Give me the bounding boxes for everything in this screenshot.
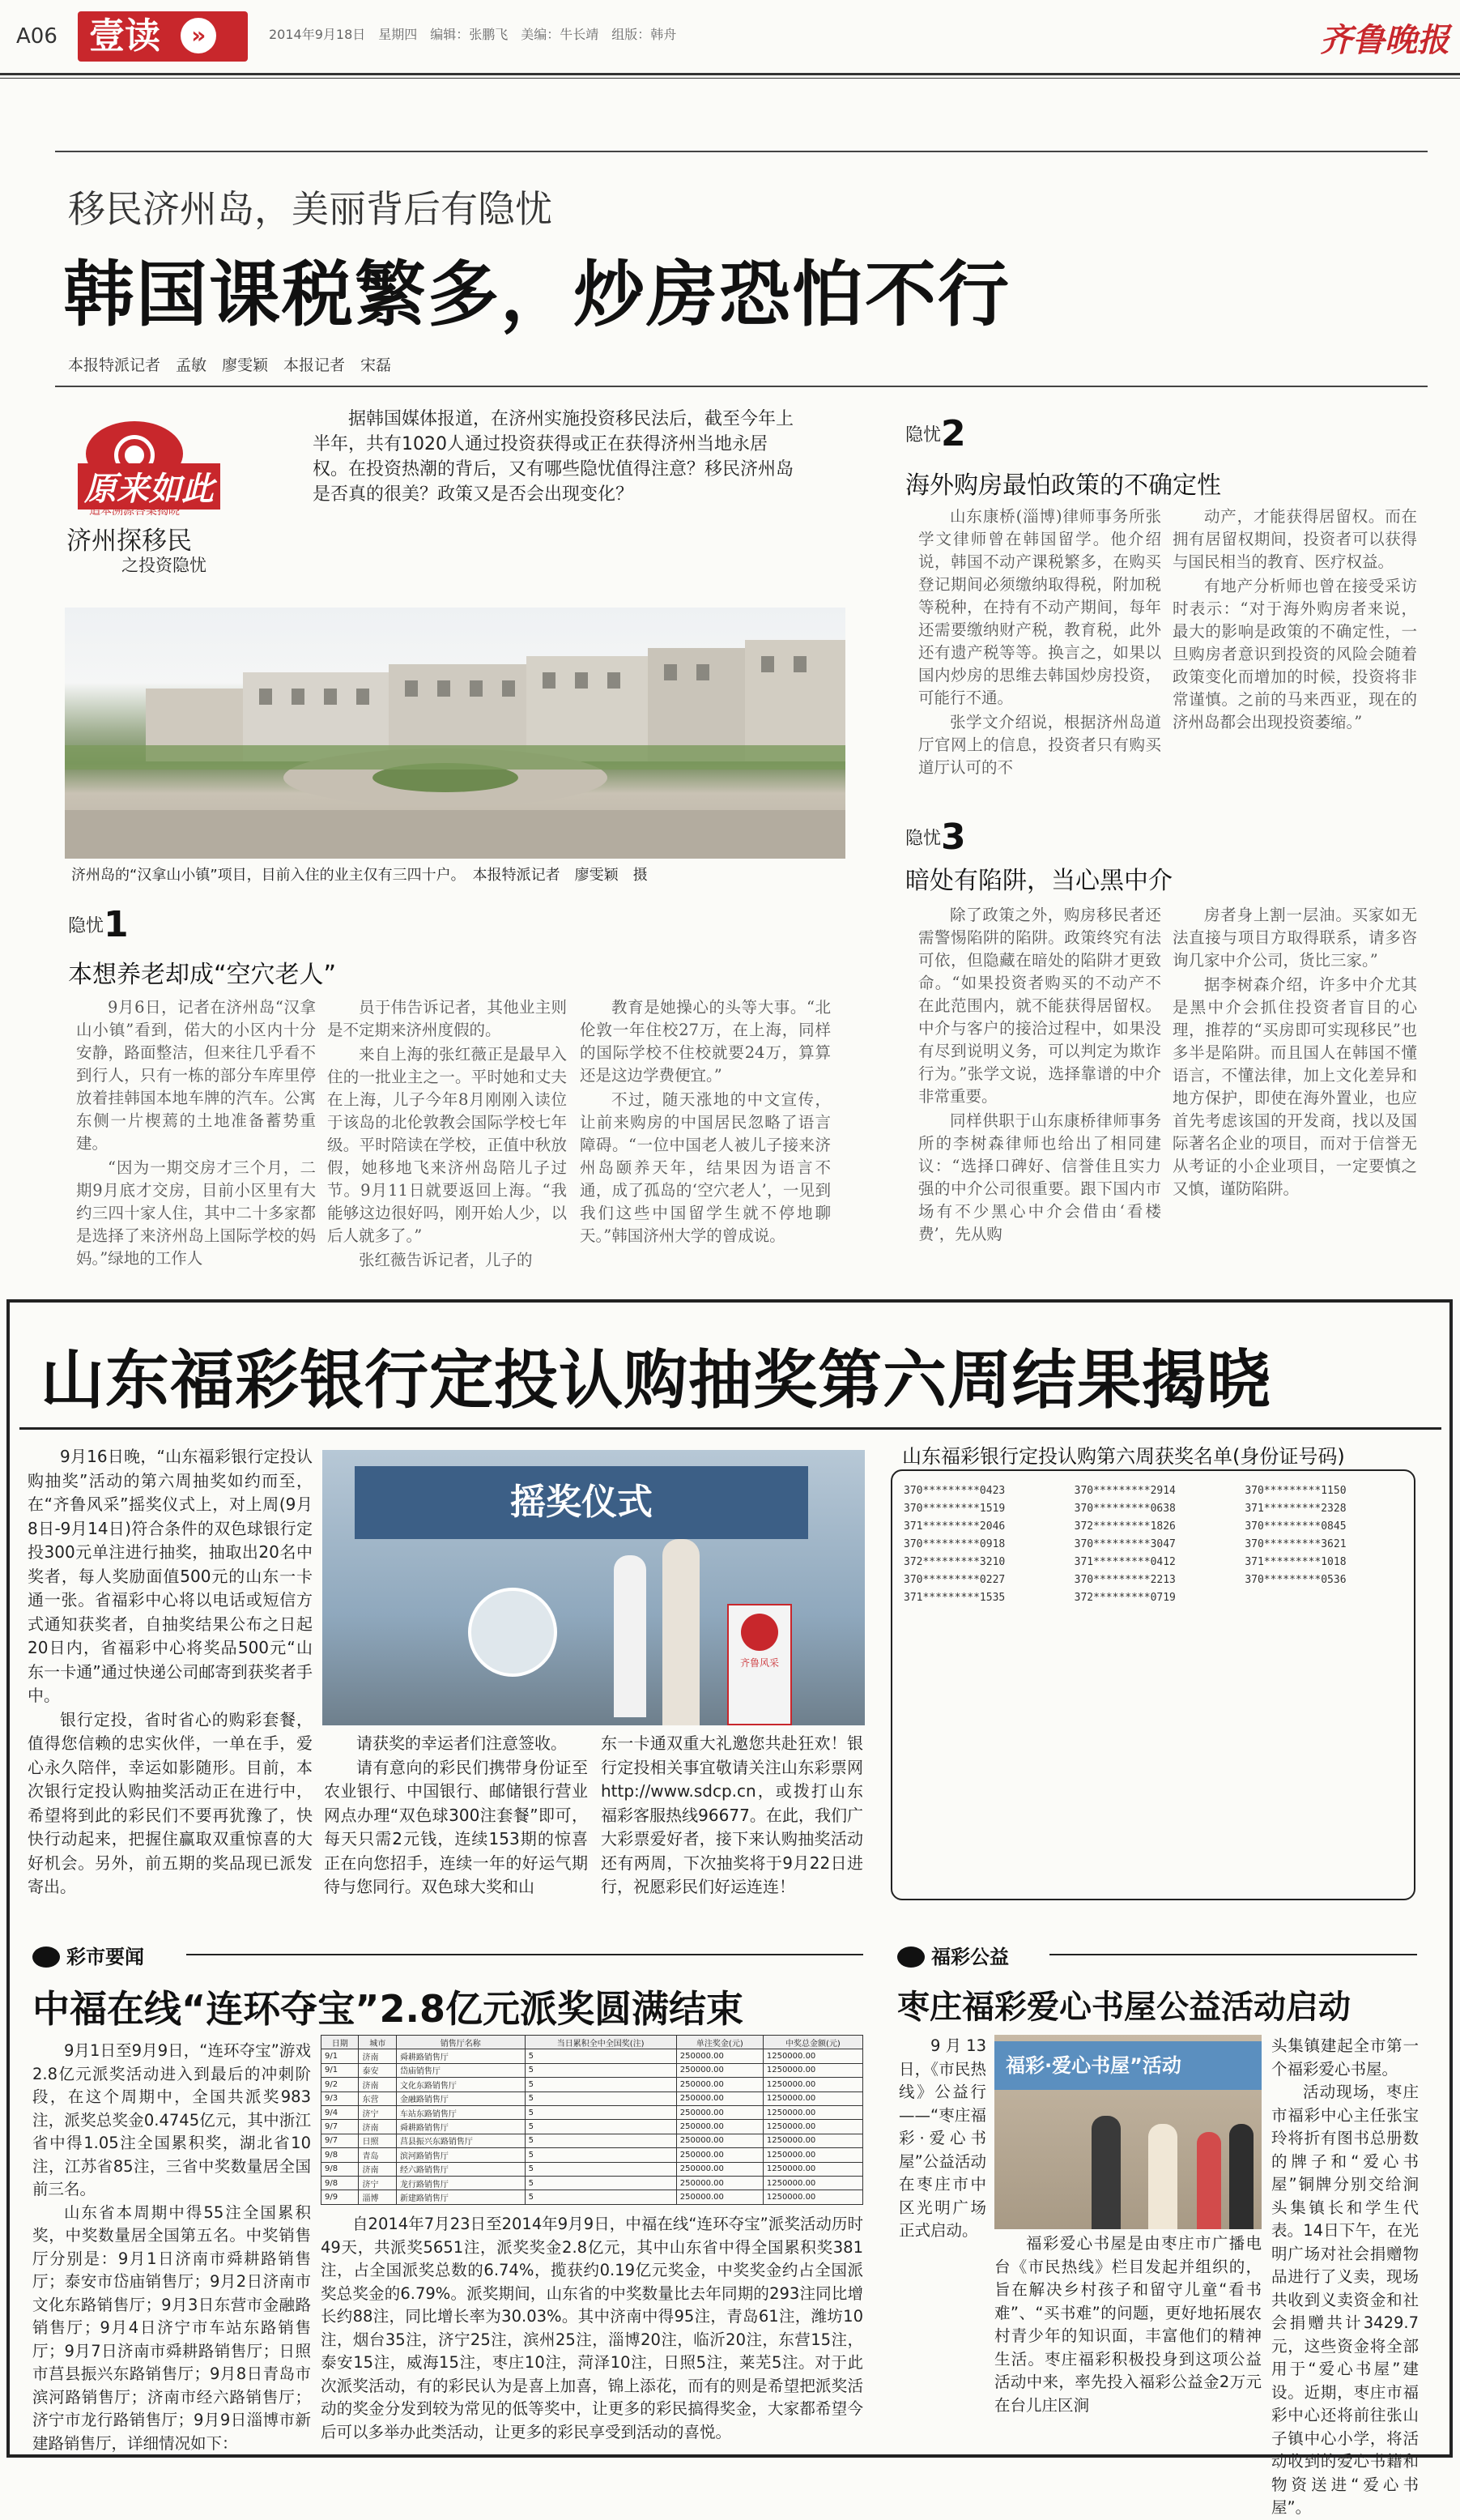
table-row <box>321 2162 863 2176</box>
table-cell: 1250000.00 <box>763 2049 862 2063</box>
winner-id: 370*********1150 <box>1245 1485 1347 1497</box>
table-cell: 5 <box>525 2190 676 2204</box>
photo-caption: 济州岛的“汉拿山小镇”项目，目前入住的业主仅有三四十户。 本报特派记者 廖雯颖 摄 <box>71 867 648 884</box>
person-2 <box>1148 2124 1177 2229</box>
paragraph: 教育是她操心的头等大事。“北伦敦一年住校27万，在上海，同样的国际学校不住校就要24万，算算还是这边学费便宜。” <box>580 998 831 1085</box>
person-3 <box>1197 2132 1221 2229</box>
table-cell: 1250000.00 <box>763 2120 862 2134</box>
table-cell: 5 <box>525 2091 676 2105</box>
topic-subtitle: 之投资隐忧 <box>121 556 206 575</box>
paragraph: 山东康桥(淄博)律师事务所张学文律师曾在韩国留学。他介绍说，韩国不动产课税繁多，在购买登记期间必须缴纳取得税，附加税等税种，在持有不动产期间，每年还需要缴纳财产税，教育税，此外还有遗产税等等。换言之，如果以国内炒房的思维去韩国炒房投资，可能行不通。 <box>918 507 1161 707</box>
table-row <box>321 2063 863 2077</box>
lottery-headline: 山东福彩银行定投认购抽奖第六周结果揭晓 <box>40 1343 1271 1418</box>
table-cell: 车站东路销售厅 <box>396 2105 525 2119</box>
badge-subtitle: 追本溯源答案揭晓 <box>89 505 180 518</box>
worry-1-title: 本想养老却成“空穴老人” <box>68 961 337 989</box>
podium-logo-icon <box>741 1614 778 1651</box>
table-cell: 9/7 <box>321 2120 359 2134</box>
table-cell: 1250000.00 <box>763 2190 862 2204</box>
worry-number: 3 <box>941 817 966 858</box>
article-byline: 本报特派记者 孟敏 廖雯颖 本报记者 宋磊 <box>68 356 392 374</box>
table-cell: 济宁 <box>359 2176 396 2190</box>
news1-table-wrap <box>321 2035 863 2208</box>
news1-col1 <box>32 2040 311 2453</box>
paragraph: “因为一期交房才三个月，二期9月底才交房，目前小区里有大约三四十家人住，其中二十多家都是选择了来济州岛上国际学校的妈妈。”绿地的工作人 <box>76 1158 316 1268</box>
photo-scene <box>65 608 845 859</box>
rule-mid <box>55 386 1428 387</box>
person-right <box>662 1539 700 1725</box>
header-rule-thin <box>0 78 1460 79</box>
paragraph: 9月13日，《市民热线》公益行——“枣庄福彩·爱心书屋”公益活动在枣庄市中区光明广场正式启动。 <box>899 2036 986 2240</box>
table-cell: 5 <box>525 2176 676 2190</box>
table-cell: 9/2 <box>321 2078 359 2091</box>
winner-id: 372*********1826 <box>1074 1520 1176 1533</box>
table-cell: 5 <box>525 2120 676 2134</box>
worry-3-title: 暗处有陷阱，当心黑中介 <box>905 867 1173 895</box>
news2-section-label: 福彩公益 <box>931 1946 1009 1968</box>
paragraph: 来自上海的张红薇正是最早入住的一批业主之一。平时她和丈夫在上海，儿子今年8月刚刚入读位于该岛的北伦敦教会国际学校七年级。平时陪读在学校，正值中秋放假，她移地飞来济州岛陪儿子过节。9月11日就要返回上海。“我能够这边很好吗，刚开始人少，以后人就多了。” <box>327 1045 567 1245</box>
section-badge-label: 壹读 <box>89 15 160 57</box>
lead-text: 据韩国媒体报道，在济州实施投资移民法后，截至今年上半年，共有1020人通过投资获得或正在获得济州当地永居权。在投资热潮的背后，又有哪些隐忧值得注意？移民济州岛是否真的很美？政策又是否会出现变化？ <box>313 409 794 505</box>
worry-label: 隐忧 <box>68 916 104 936</box>
table-cell: 济南 <box>359 2162 396 2176</box>
winner-id: 371*********1018 <box>1245 1556 1347 1568</box>
worry-label: 隐忧 <box>905 425 942 446</box>
table-cell: 淄博 <box>359 2190 396 2204</box>
table-cell: 1250000.00 <box>763 2134 862 2147</box>
table-cell: 9/1 <box>321 2049 359 2063</box>
s1-col1 <box>76 996 316 1268</box>
winner-id: 370*********0845 <box>1245 1520 1347 1533</box>
winner-id: 372*********3210 <box>904 1556 1006 1568</box>
badge-block <box>66 421 277 518</box>
table-row <box>321 2134 863 2147</box>
worry-label: 隐忧 <box>905 829 942 849</box>
article-headline: 韩国课税繁多，炒房恐怕不行 <box>63 253 1011 336</box>
paragraph: 不过，随天涨地的中文宣传，让前来购房的中国居民忽略了语言障碍。“一位中国老人被儿子接来济州岛颐养天年，结果因为语言不通，成了孤岛的‘空穴老人’，一见到我们这些中国留学生就不停地聊天。”韩国济州大学的曾成说。 <box>580 1090 831 1245</box>
table-cell: 5 <box>525 2063 676 2077</box>
news2-col2 <box>1271 2035 1419 2517</box>
table-cell: 250000.00 <box>676 2049 763 2063</box>
table-cell: 青岛 <box>359 2148 396 2162</box>
table-row <box>321 2176 863 2190</box>
table-cell: 9/9 <box>321 2190 359 2204</box>
paragraph: 自2014年7月23日至2014年9月9日，中福在线“连环夺宝”派奖活动历时49天，共派奖5651注，派奖奖金2.8亿元，其中山东省中得全国累积奖381注，占全国派奖总数的6.74%，揽获约0.19亿元奖金，中奖奖金约占全国派奖总奖金的6.79%。派奖期间，山东省的中奖数量比去年同期的293注同比增长约88注，同比增长率为30.03%。其中济南中得95注，青岛61注，潍坊10注，烟台35注，济宁25注，滨州25注，淄博20注，临沂20注，东营15注，泰安15注，威海15注，枣庄10注，菏泽10注，日照5注，莱芜5注。对于此次派奖活动，有的彩民认为是喜上加喜，锦上添花，而有的则是希望把派奖活动的奖金分发到较为常见的低等奖中，让更多的彩民搞得奖金，大家都希望今后可以多举办此类活动，让更多的彩民享受到活动的喜悦。 <box>321 2215 863 2441</box>
article-photo <box>65 608 845 859</box>
stage-banner <box>355 1466 808 1539</box>
newspaper-logo: 齐鲁晚报 <box>1320 21 1449 59</box>
lottery-photo <box>322 1450 865 1725</box>
table-cell: 250000.00 <box>676 2078 763 2091</box>
table-cell: 250000.00 <box>676 2091 763 2105</box>
table-header-cell: 单注奖金(元) <box>676 2036 763 2049</box>
paragraph: 9月6日，记者在济州岛“汉拿山小镇”看到，偌大的小区内十分安静，路面整洁，但来往几乎看不到行人，只有一栋的部分车库里停放着挂韩国本地车牌的汽车。公寓东侧一片楔蔫的土地准备蓄势重建。 <box>76 998 316 1153</box>
table-cell: 9/8 <box>321 2162 359 2176</box>
news2-col1b <box>994 2232 1262 2448</box>
header-rule <box>0 73 1460 75</box>
lead-paragraph <box>313 407 798 507</box>
s2-col2 <box>1173 505 1417 807</box>
table-row <box>321 2190 863 2204</box>
table-cell: 1250000.00 <box>763 2176 862 2190</box>
winner-id: 370*********0918 <box>904 1538 1006 1550</box>
news2-tag-rule <box>1049 1954 1417 1955</box>
table-row <box>321 2120 863 2134</box>
table-cell: 5 <box>525 2078 676 2091</box>
paragraph: 请获奖的幸运者们注意签收。 <box>356 1733 567 1753</box>
worry-2-title: 海外购房最怕政策的不确定性 <box>905 471 1221 500</box>
paragraph: 张红薇告诉记者，儿子的 <box>359 1251 533 1269</box>
worry-number: 1 <box>104 904 129 945</box>
winner-id: 372*********0719 <box>1074 1592 1176 1604</box>
paragraph: 除了政策之外，购房移民者还需警惕陷阱的陷阱。政策终究有法可依，但隐藏在暗处的陷阱才更致命。“如果投资者购买的不动产不在此范围内，就不能获得居留权。中介与客户的接洽过程中，如果没有尽到说明义务，可以判定为欺诈行为。”张学文说，选择靠谱的中介非常重要。 <box>918 906 1161 1106</box>
table-cell: 舜耕路销售厅 <box>396 2049 525 2063</box>
table-header-cell: 日期 <box>321 2036 359 2049</box>
table-body <box>321 2049 863 2204</box>
news2-photo-banner <box>994 2041 1262 2090</box>
table-cell: 9/1 <box>321 2063 359 2077</box>
s2-col1 <box>918 505 1161 807</box>
s3-col1 <box>918 904 1161 1267</box>
table-cell: 莒县振兴东路销售厅 <box>396 2134 525 2147</box>
news2-section-tag <box>897 1941 1009 1969</box>
paragraph: 9月16日晚，“山东福彩银行定投认购抽奖”活动的第六周抽奖如约而至，在“齐鲁风采”摇奖仪式上，对上周(9月8日-9月14日)符合条件的双色球银行定投300元单注进行抽奖，抽取出20名中奖者，每人奖励面值500元的山东一卡通一张。省福彩中心将以电话或短信方式通知获奖者，自抽奖结果公布之日起20日内，省福彩中心将奖品500元“山东一卡通”通过快递公司邮寄到获奖者手中。 <box>28 1447 313 1705</box>
table-cell: 9/3 <box>321 2091 359 2105</box>
table-header-cell: 销售厅名称 <box>396 2036 525 2049</box>
news2-headline: 枣庄福彩爱心书屋公益活动启动 <box>897 1989 1351 2026</box>
winner-id: 371*********2046 <box>904 1520 1006 1533</box>
worry-3-heading <box>905 817 966 858</box>
table-cell: 5 <box>525 2134 676 2147</box>
paragraph: 活动现场，枣庄市福彩中心主任张宝玲将折有图书总册数的牌子和“爱心书屋”铜牌分别交给涧头集镇长和学生代表。14日下午，在光明广场对社会捐赠物品进行了义卖，现场共收到义卖资金和社会捐赠共计3429.7元，这些资金将全部用于“爱心书屋”建设。近期，枣庄市福彩中心还将前往张山子镇中心小学，将活动收到的爱心书籍和物资送进“爱心书屋”。 <box>1271 2083 1419 2517</box>
table-cell: 250000.00 <box>676 2063 763 2077</box>
table-cell: 经六路销售厅 <box>396 2162 525 2176</box>
news1-section-label: 彩市要闻 <box>66 1946 144 1968</box>
table-cell: 9/7 <box>321 2134 359 2147</box>
lottery-rule <box>19 1427 1441 1430</box>
table-row <box>321 2105 863 2119</box>
table-cell: 250000.00 <box>676 2162 763 2176</box>
table-row <box>321 2049 863 2063</box>
section-badge <box>78 11 248 62</box>
table-cell: 250000.00 <box>676 2176 763 2190</box>
table-cell: 金融路销售厅 <box>396 2091 525 2105</box>
table-cell: 5 <box>525 2162 676 2176</box>
table-row <box>321 2091 863 2105</box>
person-left <box>614 1555 646 1717</box>
winner-id: 370*********3621 <box>1245 1538 1347 1550</box>
winner-id: 370*********0536 <box>1245 1574 1347 1586</box>
table-cell: 9/8 <box>321 2176 359 2190</box>
table-cell: 1250000.00 <box>763 2091 862 2105</box>
winner-id: 371*********0412 <box>1074 1556 1176 1568</box>
worry-2-heading <box>905 413 966 454</box>
paragraph: 员于伟告诉记者，其他业主则是不定期来济州度假的。 <box>327 998 567 1039</box>
badge-title: 原来如此 <box>78 463 220 510</box>
paragraph: 头集镇建起全市第一个福彩爱心书屋。 <box>1271 2036 1419 2079</box>
person-1 <box>1092 2116 1121 2229</box>
winner-id: 370*********2914 <box>1074 1485 1176 1497</box>
table-cell: 济南 <box>359 2120 396 2134</box>
winner-id: 371*********2328 <box>1245 1503 1347 1515</box>
table-cell: 9/8 <box>321 2148 359 2162</box>
table-cell: 1250000.00 <box>763 2078 862 2091</box>
news1-headline: 中福在线“连环夺宝”2.8亿元派奖圆满结束 <box>32 1987 743 2031</box>
table-header-row <box>321 2036 863 2049</box>
paragraph: 福彩爱心书屋是由枣庄市广播电台《市民热线》栏目发起并组织的，旨在解决乡村孩子和留守儿童“看书难”、“买书难”的问题，更好地拓展农村青少年的知识面，丰富他们的精神生活。枣庄福彩积极投身到这项公益活动中来，率先投入福彩公益金2万元在台儿庄区涧 <box>994 2234 1262 2415</box>
article-kicker: 移民济州岛，美丽背后有隐忧 <box>68 187 552 231</box>
news2-col1 <box>899 2035 986 2448</box>
lottery-logo-icon <box>897 1946 925 1968</box>
table-cell: 龙行路销售厅 <box>396 2176 525 2190</box>
paragraph: 东一卡通双重大礼邀您共赴狂欢！银行定投相关事宜敬请关注山东彩票网http://www.sdcp.cn，或拨打山东福彩客服热线96677。在此，我们广大彩票爱好者，接下来认购抽奖活动还有两周，下次抽奖将于9月22日进行，祝愿彩民们好运连连！ <box>601 1733 863 1896</box>
paragraph: 银行定投，省时省心的购彩套餐，值得您信赖的忠实伙伴，一单在手，爱心永久陪伴，幸运如影随形。目前，本次银行定投认购抽奖活动正在进行中，希望将到此的彩民们不要再犹豫了，快快行动起来，把握住赢取双重惊喜的大好机会。另外，前五期的奖品现已派发寄出。 <box>28 1709 313 1896</box>
winner-id: 370*********1519 <box>904 1503 1006 1515</box>
lottery-left-col <box>28 1445 313 1915</box>
table-cell: 250000.00 <box>676 2148 763 2162</box>
news1-bottom-text <box>321 2213 863 2448</box>
lottery-mid-col1 <box>324 1732 588 1918</box>
table-cell: 250000.00 <box>676 2134 763 2147</box>
s3-col2 <box>1173 904 1417 1267</box>
double-chevron-icon: » <box>181 18 216 53</box>
news2-photo <box>994 2035 1262 2229</box>
person-4 <box>1229 2124 1254 2229</box>
page-number: A06 <box>16 24 57 49</box>
table-cell: 1250000.00 <box>763 2148 862 2162</box>
table-cell: 济宁 <box>359 2105 396 2119</box>
winner-id: 370*********0638 <box>1074 1503 1176 1515</box>
table-cell: 济南 <box>359 2078 396 2091</box>
table-cell: 文化东路销售厅 <box>396 2078 525 2091</box>
winner-id: 370*********2213 <box>1074 1574 1176 1586</box>
table-cell: 250000.00 <box>676 2120 763 2134</box>
paragraph: 山东省本周期中得55注全国累积奖，中奖数量居全国第五名。中奖销售厅分别是：9月1日济南市舜耕路销售厅；泰安市岱庙销售厅；9月2日济南市文化东路销售厅；9月3日东营市金融路销售厅；9月4日济宁市车站东路销售厅；9月7日济南市舜耕路销售厅；日照市莒县振兴东路销售厅；9月8日青岛市滨河路销售厅；济南市经六路销售厅；济宁市龙行路销售厅；9月9日淄博市新建路销售厅，详细情况如下： <box>32 2202 311 2453</box>
news1-section-tag <box>32 1941 144 1969</box>
table-cell: 5 <box>525 2049 676 2063</box>
rule-top <box>55 151 1428 152</box>
table-cell: 5 <box>525 2105 676 2119</box>
winners-title: 山东福彩银行定投认购第六周获奖名单(身份证号码) <box>902 1445 1345 1468</box>
news1-table <box>321 2035 863 2205</box>
paragraph: 同样供职于山东康桥律师事务所的李树森律师也给出了相同建议：“选择口碑好、信誉佳且实力强的中介公司很重要。跟下国内市场有不少黑心中介会借由‘看楼费’，先从购 <box>918 1111 1161 1243</box>
winner-id: 370*********0423 <box>904 1485 1006 1497</box>
lottery-mid-col2 <box>601 1732 863 1918</box>
podium <box>727 1604 792 1725</box>
table-row <box>321 2148 863 2162</box>
table-header-cell: 城市 <box>359 2036 396 2049</box>
winner-id: 370*********3047 <box>1074 1538 1176 1550</box>
table-cell: 岱庙销售厅 <box>396 2063 525 2077</box>
paragraph: 有地产分析师也曾在接受采访时表示：“对于海外购房者来说，最大的影响是政策的不确定性，一旦购房者意识到投资的风险会随着政策变化而增加的时候，投资将非常谨慎。之前的马来西亚，现在的济州岛都会出现投资萎缩。” <box>1173 577 1417 731</box>
table-row <box>321 2078 863 2091</box>
lottery-logo-icon <box>32 1946 60 1968</box>
paragraph: 据李树森介绍，许多中介尤其是黑中介会抓住投资者盲目的心理，推荐的“买房即可实现移民”也多半是陷阱。而且国人在韩国不懂语言，不懂法律，加上文化差异和地方保护，即使在海外置业，也应首先考虑该国的开发商，找以及国际著名企业的项目，而对于信誉无从考证的小企业项目，一定要慎之又慎，谨防陷阱。 <box>1173 975 1417 1198</box>
news2-banner-text: 福彩·爱心书屋”活动 <box>1006 2054 1181 2077</box>
stage-banner-text: 摇奖仪式 <box>510 1482 653 1523</box>
news1-tag-rule <box>186 1954 863 1955</box>
table-cell: 9/4 <box>321 2105 359 2119</box>
table-cell: 250000.00 <box>676 2190 763 2204</box>
header-meta: 2014年9月18日 星期四 编辑：张鹏飞 美编：牛长靖 组版：韩舟 <box>269 27 677 42</box>
winners-list <box>896 1482 1411 1607</box>
winner-id: 370*********0227 <box>904 1574 1006 1586</box>
paragraph: 动产，才能获得居留权。而在拥有居留权期间，投资者可以获得与国民相当的教育、医疗权益。 <box>1173 507 1417 571</box>
paragraph: 张学文介绍说，根据济州岛道厅官网上的信息，投资者只有购买道厅认可的不 <box>918 713 1161 777</box>
table-cell: 舜耕路销售厅 <box>396 2120 525 2134</box>
table-header-cell: 当日累积全中全国奖(注) <box>525 2036 676 2049</box>
table-cell: 250000.00 <box>676 2105 763 2119</box>
s1-col2 <box>327 996 567 1269</box>
table-cell: 滨河路销售厅 <box>396 2148 525 2162</box>
podium-label: 齐鲁风采 <box>739 1657 779 1669</box>
winners-box <box>891 1469 1415 1900</box>
table-cell: 日照 <box>359 2134 396 2147</box>
worry-number: 2 <box>941 413 966 454</box>
table-cell: 泰安 <box>359 2063 396 2077</box>
topic-title: 济州探移民 <box>66 527 192 556</box>
table-cell: 1250000.00 <box>763 2063 862 2077</box>
paragraph: 9月1日至9月9日，“连环夺宝”游戏2.8亿元派奖活动进入到最后的冲刺阶段，在这个周期中，全国共派奖983注，派奖总奖金0.4745亿元，其中浙江省中得1.05注全国累积奖，湖北省10注，江苏省85注，三省中奖数量居全国前三名。 <box>32 2041 311 2198</box>
winner-id: 371*********1535 <box>904 1592 1006 1604</box>
table-header-cell: 中奖总金额(元) <box>763 2036 862 2049</box>
table-cell: 新建路销售厅 <box>396 2190 525 2204</box>
paragraph: 请有意向的彩民们携带身份证至农业银行、中国银行、邮储银行营业网点办理“双色球300注套餐”即可，每天只需2元钱，连续153期的惊喜正在向您招手，连续一年的好运气期待与您同行。双色球大奖和山 <box>324 1757 588 1896</box>
paragraph: 房者身上割一层油。买家如无法直接与项目方取得联系，请多咨询几家中介公司，货比三家。” <box>1173 906 1417 970</box>
table-cell: 1250000.00 <box>763 2105 862 2119</box>
table-cell: 济南 <box>359 2049 396 2063</box>
s1-col3 <box>580 996 831 1264</box>
worry-1-heading <box>68 904 129 945</box>
table-cell: 5 <box>525 2148 676 2162</box>
lottery-machine-icon <box>468 1588 557 1677</box>
table-cell: 东营 <box>359 2091 396 2105</box>
table-cell: 1250000.00 <box>763 2162 862 2176</box>
